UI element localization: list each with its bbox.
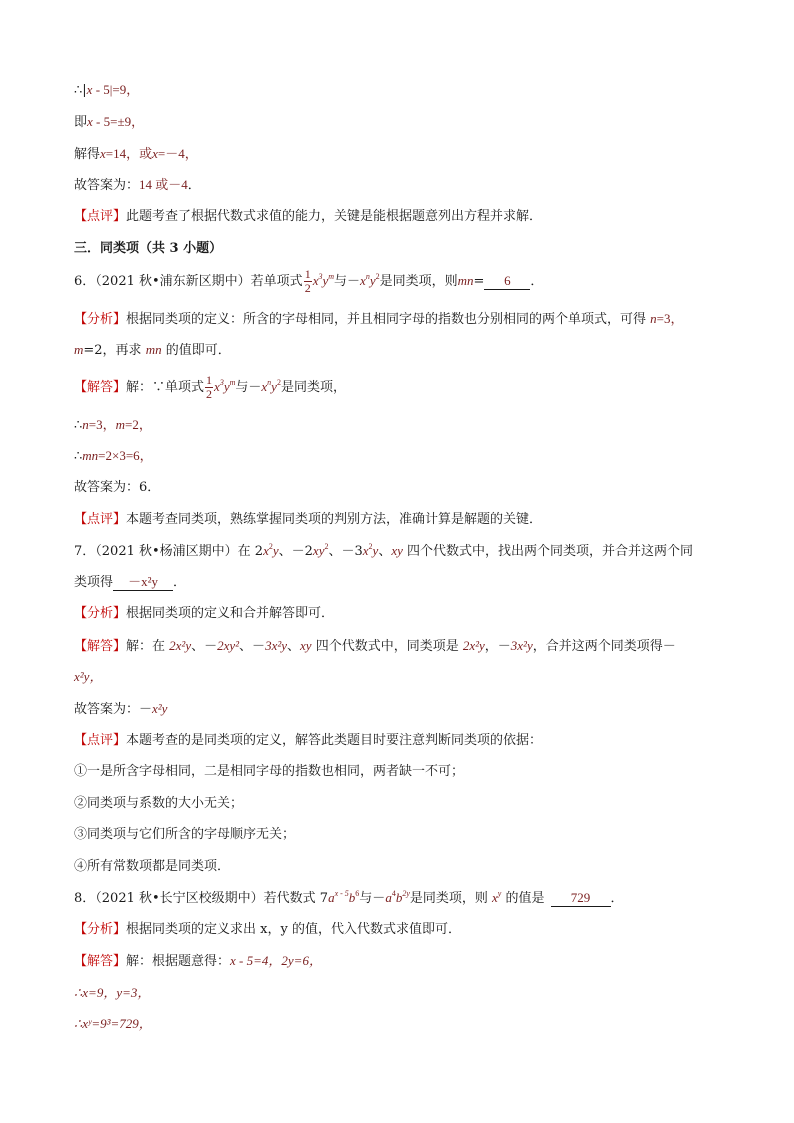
q8-answer-blank: 729	[551, 890, 611, 907]
q6-analysis-line-1: 【分析】根据同类项的定义：所含的字母相同，并且相同字母的指数也分别相同的两个单项式，可得 n=3，	[74, 311, 684, 327]
q7-comment-item-2: ②同类项与系数的大小无关；	[74, 796, 244, 811]
q6-solution-line-4: 故答案为：6．	[74, 480, 161, 495]
q7-comment-item-3: ③同类项与它们所含的字母顺序无关；	[74, 827, 296, 842]
q6-comment: 【点评】本题考查同类项，熟练掌握同类项的判别方法，准确计算是解题的关键．	[74, 512, 543, 527]
section-title: 三．同类项（共 3 小题）	[74, 241, 223, 256]
q7-solution-line-3: 故答案为：－x²y	[74, 701, 168, 717]
q8-solution-line-2: ∴x=9，y=3，	[74, 985, 151, 1000]
prev-line-4: 故答案为：14 或－4．	[74, 177, 201, 193]
q6-answer-blank: 6	[484, 273, 530, 290]
q8-stem: 8．（2021 秋•长宁区校级期中）若代数式 $7a^{x - 5}b^6$与$-a^4b^{2y}$是同类项，则 $x^y$ 的值是 729 ．	[74, 889, 624, 906]
q7-solution-line-1: 【解答】解：在 2x²y、－2xy²、－3x²y、xy 四个代数式中，同类项是 2x²y，－3x²y，合并这两个同类项得－	[74, 638, 676, 654]
prev-line-2: 即x - 5=±9，	[74, 114, 145, 130]
q8-solution-line-1: 【解答】解：根据题意得：x - 5=4，2y=6，	[74, 953, 322, 969]
q8-solution-line-3: ∴xʸ=9³=729，	[74, 1016, 152, 1031]
q6-analysis-line-2: m=2，再求 mn 的值即可．	[74, 342, 231, 358]
q7-comment-item-1: ①一是所含字母相同，二是相同字母的指数也相同，两者缺一不可；	[74, 764, 465, 779]
q7-comment: 【点评】本题考查的是同类项的定义，解答此类题目时要注意判断同类项的依据：	[74, 733, 543, 748]
q7-answer-blank: －x²y	[113, 574, 173, 591]
prev-line-1: ∴|x - 5|=9，	[74, 82, 140, 98]
q7-comment-item-4: ④所有常数项都是同类项．	[74, 859, 231, 874]
q6-stem: 6．（2021 秋•浦东新区期中）若单项式 $\frac{1}{2}$ $x^3y^m$与$-x^ny^2$是同类项，则mn= 6 ．	[74, 267, 544, 295]
q6-solution-line-1: 【解答】解：∵单项式 $\frac{1}{2}$ $x^3y^m$与$-x^ny^2$是同类项，	[74, 373, 346, 401]
q7-stem-line-2: 类项得 －x²y ．	[74, 574, 187, 590]
q6-solution-line-2: ∴n=3，m=2，	[74, 417, 152, 433]
q7-solution-line-2: x²y，	[74, 669, 103, 684]
q8-analysis: 【分析】根据同类项的定义求出 x，y 的值，代入代数式求值即可．	[74, 922, 461, 937]
q6-fraction: $\frac{1}{2}$	[304, 267, 311, 295]
q7-stem-line-1: 7．（2021 秋•杨浦区期中）在 $2x^2y$、$-2xy^2$、$-3x^2y$、xy 四个代数式中，找出两个同类项，并合并这两个同	[74, 542, 694, 559]
q6-solution-line-3: ∴mn=2×3=6，	[74, 448, 153, 464]
q7-analysis: 【分析】根据同类项的定义和合并解答即可．	[74, 606, 335, 621]
prev-comment: 【点评】此题考查了根据代数式求值的能力，关键是能根据题意列出方程并求解．	[74, 209, 543, 224]
prev-line-3: 解得x=14，或x=－4，	[74, 146, 198, 162]
